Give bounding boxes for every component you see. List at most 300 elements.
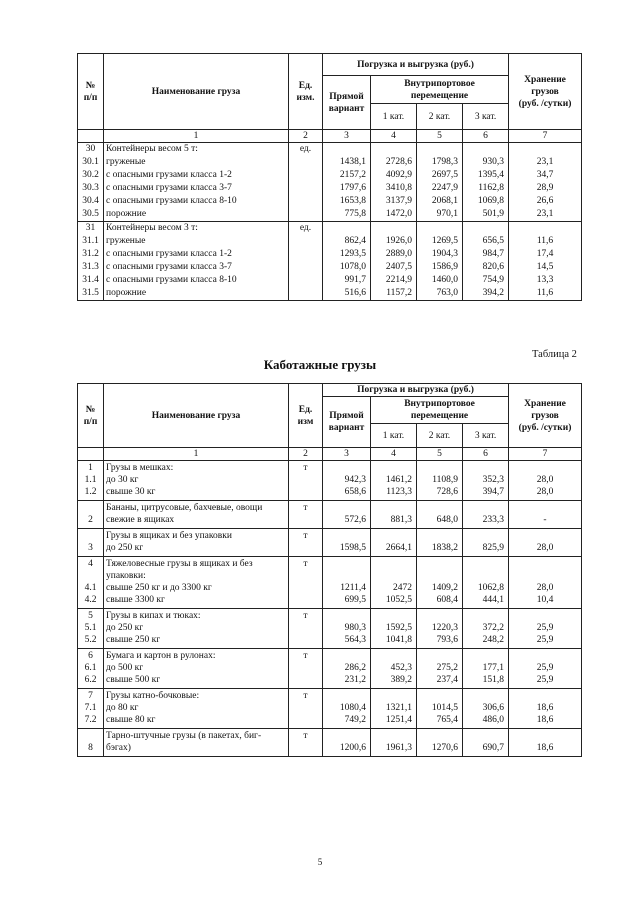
cell-line: 237,4	[436, 675, 458, 685]
cell-line: 28,0	[536, 487, 554, 497]
page-number: 5	[317, 857, 323, 867]
header-line: Ед.	[298, 80, 313, 91]
header-line: изм	[297, 416, 314, 427]
table-row	[78, 169, 582, 182]
cell-line	[373, 650, 412, 662]
cell-c1	[371, 222, 417, 236]
cell-storage: 17,4	[509, 248, 582, 261]
cell-c1: 1472,0	[371, 208, 417, 222]
cell-line: 18,6	[536, 715, 554, 725]
cell-line: 1409,2	[431, 583, 458, 593]
cell-line	[419, 610, 458, 622]
header-line: изм.	[296, 92, 315, 103]
cell-c1: 2407,5	[371, 261, 417, 274]
cell-c1	[371, 143, 417, 157]
cell-line: 1123,3	[386, 487, 412, 497]
cell-line: 28,0	[536, 543, 554, 553]
cell-line: 648,0	[436, 515, 458, 525]
header-unit	[289, 384, 323, 448]
col-index: 4	[371, 448, 417, 461]
cell-line: т	[303, 503, 308, 513]
cell-unit	[289, 501, 323, 529]
cell-line: Бананы, цитрусовые, бахчевые, овощи	[106, 503, 263, 513]
cell-c2: 1904,3	[417, 248, 463, 261]
cell-storage	[509, 609, 582, 649]
cell-c3	[463, 557, 509, 609]
table-row	[78, 208, 582, 222]
cell-line: 942,3	[344, 475, 366, 485]
cell-c2: 2697,5	[417, 169, 463, 182]
header-line: (руб. /сутки)	[518, 422, 572, 433]
cell-c2	[417, 529, 463, 557]
cell-line: 352,3	[482, 475, 505, 485]
cell-line: 572,6	[344, 515, 366, 525]
cell-line: 3	[88, 543, 93, 553]
cell-line: т	[303, 611, 308, 621]
cell-c3	[463, 729, 509, 757]
cell-c2	[417, 461, 463, 501]
cell-direct	[323, 609, 371, 649]
cell-unit	[289, 689, 323, 729]
cell-line: 25,9	[536, 635, 554, 645]
cell-line	[80, 570, 101, 582]
cell-line: 765,4	[436, 715, 458, 725]
cell-name: с опасными грузами класса 3-7	[104, 182, 289, 195]
cell-line: Грузы в кипах и тюках:	[106, 611, 201, 621]
cell-storage: 23,1	[509, 156, 582, 169]
cell-line	[325, 462, 366, 474]
col-index: 3	[323, 448, 371, 461]
cell-c3	[463, 461, 509, 501]
cell-c2: 1269,5	[417, 235, 463, 248]
cell-line	[511, 570, 579, 582]
header-no	[78, 54, 104, 130]
cell-no: 30.3	[78, 182, 104, 195]
table-row	[78, 235, 582, 248]
header-line: №	[85, 80, 96, 91]
cell-name: груженые	[104, 156, 289, 169]
cell-line	[511, 610, 579, 622]
table-number-label: Таблица 2	[532, 349, 577, 360]
cell-no: 30.5	[78, 208, 104, 222]
table-row	[78, 557, 582, 609]
header-line: №	[85, 404, 96, 415]
cell-line: 394,7	[482, 487, 505, 497]
cell-line: 7.2	[84, 715, 97, 725]
cell-line: 5	[88, 611, 93, 621]
cell-line	[373, 462, 412, 474]
header-line: Внутрипортовое	[404, 399, 475, 409]
header-line: перемещение	[410, 90, 469, 101]
cell-c1: 1926,0	[371, 235, 417, 248]
cell-no	[78, 501, 104, 529]
cell-line: 1041,8	[385, 635, 412, 645]
cell-line	[511, 730, 579, 742]
cell-c3	[463, 529, 509, 557]
header-line: п/п	[83, 416, 98, 427]
cell-line: 486,0	[482, 715, 505, 725]
cell-line	[511, 650, 579, 662]
cell-line: Грузы в ящиках и без упаковки	[106, 531, 232, 541]
cell-line: 7.1	[84, 703, 97, 713]
header-line: Хранение	[524, 398, 566, 409]
header-inner	[371, 397, 509, 424]
cell-c2: 2068,1	[417, 195, 463, 208]
cell-line	[511, 558, 579, 570]
cell-c1: 4092,9	[371, 169, 417, 182]
cell-line: 881,3	[390, 515, 412, 525]
col-index: 5	[417, 448, 463, 461]
cell-line: 658,6	[344, 487, 366, 497]
cell-line: 25,9	[536, 663, 554, 673]
cell-c3: 754,9	[463, 274, 509, 287]
cell-line: свыше 80 кг	[106, 715, 156, 725]
cell-unit: ед.	[289, 143, 323, 157]
cell-c1	[371, 557, 417, 609]
cell-storage: 11,6	[509, 287, 582, 301]
cell-c1	[371, 649, 417, 689]
cell-line: 389,2	[390, 675, 412, 685]
cell-direct: 1438,1	[323, 156, 371, 169]
cell-no	[78, 557, 104, 609]
cell-unit	[289, 182, 323, 195]
cell-no: 30.2	[78, 169, 104, 182]
cell-unit	[289, 169, 323, 182]
col-index: 3	[323, 130, 371, 143]
table-row	[78, 261, 582, 274]
cell-line: 231,2	[344, 675, 366, 685]
header-cat3: 3 кат.	[463, 104, 509, 130]
table-row	[78, 461, 582, 501]
table-row	[78, 609, 582, 649]
cell-line: 1961,3	[385, 743, 412, 753]
cell-line: 8	[88, 743, 93, 753]
cell-line	[465, 462, 504, 474]
cell-name	[104, 649, 289, 689]
cell-line: 5.2	[84, 635, 97, 645]
table-row	[78, 287, 582, 301]
cell-line: до 250 кг	[106, 543, 144, 553]
cell-name: с опасными грузами класса 1-2	[104, 169, 289, 182]
cell-line: Тяжеловесные грузы в ящиках и без	[106, 559, 253, 569]
cell-line: 728,6	[436, 487, 458, 497]
cell-line: т	[303, 731, 308, 741]
cell-line: 4.1	[84, 583, 97, 593]
cell-line	[373, 690, 412, 702]
cell-line: 699,5	[344, 595, 366, 605]
cell-name: Контейнеры весом 5 т:	[104, 143, 289, 157]
header-inner	[371, 76, 509, 104]
cell-line: 275,2	[436, 663, 458, 673]
col-index: 2	[289, 448, 323, 461]
cell-c3	[463, 143, 509, 157]
cell-name	[104, 609, 289, 649]
cell-line: 1220,3	[431, 623, 458, 633]
header-cat2: 2 кат.	[417, 424, 463, 448]
cell-line: 564,3	[344, 635, 366, 645]
cell-line: 1	[88, 463, 93, 473]
header-loading: Погрузка и выгрузка (руб.)	[323, 54, 509, 76]
header-line: вариант	[328, 103, 365, 114]
cell-line: 25,9	[536, 623, 554, 633]
cell-line	[325, 650, 366, 662]
cell-name: с опасными грузами класса 8-10	[104, 195, 289, 208]
cell-line	[325, 502, 366, 514]
cell-line	[465, 610, 504, 622]
cell-storage: 28,9	[509, 182, 582, 195]
cell-no: 30	[78, 143, 104, 157]
cell-name: груженые	[104, 235, 289, 248]
col-index: 2	[289, 130, 323, 143]
cell-line: свыше 250 кг и до 3300 кг	[106, 583, 212, 593]
cell-c2: 2247,9	[417, 182, 463, 195]
cell-c1: 2889,0	[371, 248, 417, 261]
cell-line: до 80 кг	[106, 703, 139, 713]
cell-name	[104, 461, 289, 501]
cell-line	[325, 690, 366, 702]
cell-line: т	[303, 559, 308, 569]
cell-c1: 3410,8	[371, 182, 417, 195]
cell-line: 286,2	[344, 663, 366, 673]
header-cat3: 3 кат.	[463, 424, 509, 448]
cell-no: 30.1	[78, 156, 104, 169]
cell-c1: 3137,9	[371, 195, 417, 208]
cell-no: 31.4	[78, 274, 104, 287]
cell-line: бэгах)	[106, 743, 131, 753]
cell-line	[325, 610, 366, 622]
cell-c3: 1162,8	[463, 182, 509, 195]
header-storage	[509, 384, 582, 448]
cell-c3: 1069,8	[463, 195, 509, 208]
table-row	[78, 501, 582, 529]
table-row	[78, 195, 582, 208]
cell-line: 1052,5	[385, 595, 412, 605]
header-loading: Погрузка и выгрузка (руб.)	[323, 384, 509, 397]
cell-c2: 1460,0	[417, 274, 463, 287]
cell-c1: 1157,2	[371, 287, 417, 301]
cell-c2	[417, 501, 463, 529]
cell-line: 5.1	[84, 623, 97, 633]
cell-c3	[463, 649, 509, 689]
table-row	[78, 689, 582, 729]
cell-line	[325, 730, 366, 742]
column-index-row	[78, 448, 582, 461]
cell-line	[465, 530, 504, 542]
cell-unit	[289, 274, 323, 287]
cell-line: 248,2	[482, 635, 505, 645]
cell-direct: 1078,0	[323, 261, 371, 274]
cell-no	[78, 461, 104, 501]
cell-line: 10,4	[536, 595, 554, 605]
cell-c2	[417, 557, 463, 609]
header-line: Внутрипортовое	[404, 78, 475, 89]
header-line: перемещение	[410, 411, 469, 421]
cell-line: свежие в ящиках	[106, 515, 175, 525]
cell-line: Грузы в мешках:	[106, 463, 174, 473]
col-index: 6	[463, 130, 509, 143]
header-line: (руб. /сутки)	[518, 98, 572, 109]
cell-storage	[509, 461, 582, 501]
cell-line	[373, 530, 412, 542]
table-2	[77, 383, 582, 757]
cell-unit	[289, 649, 323, 689]
header-name: Наименование груза	[104, 384, 289, 448]
table-row	[78, 182, 582, 195]
cell-unit	[289, 195, 323, 208]
cell-c1	[371, 501, 417, 529]
cell-line: 1.2	[84, 487, 97, 497]
cell-line: 1321,1	[385, 703, 412, 713]
cell-no: 31.2	[78, 248, 104, 261]
column-index-row	[78, 130, 582, 143]
cell-c3: 1395,4	[463, 169, 509, 182]
cell-no: 31	[78, 222, 104, 236]
cell-unit	[289, 208, 323, 222]
cell-line: т	[303, 531, 308, 541]
header-direct	[323, 76, 371, 130]
header-cat2: 2 кат.	[417, 104, 463, 130]
header-line: вариант	[328, 423, 365, 433]
cell-direct	[323, 222, 371, 236]
cell-direct: 1797,6	[323, 182, 371, 195]
cell-unit	[289, 729, 323, 757]
cell-unit	[289, 461, 323, 501]
cell-direct: 862,4	[323, 235, 371, 248]
cell-name: порожние	[104, 208, 289, 222]
cell-c1	[371, 689, 417, 729]
col-index	[78, 448, 104, 461]
header-no	[78, 384, 104, 448]
cell-line: свыше 3300 кг	[106, 595, 165, 605]
cell-line: 306,6	[482, 703, 505, 713]
table-1	[77, 53, 582, 301]
cell-line: 690,7	[482, 743, 505, 753]
cell-unit	[289, 261, 323, 274]
cell-storage	[509, 729, 582, 757]
cell-c2	[417, 649, 463, 689]
cell-name: Контейнеры весом 3 т:	[104, 222, 289, 236]
cell-line: 151,8	[482, 675, 505, 685]
cell-line: 452,3	[390, 663, 412, 673]
cell-line: т	[303, 691, 308, 701]
cell-c2: 1586,9	[417, 261, 463, 274]
cell-line: свыше 30 кг	[106, 487, 156, 497]
cell-line: 1461,2	[385, 475, 412, 485]
table-row	[78, 529, 582, 557]
header-storage	[509, 54, 582, 130]
cell-line: 1200,6	[339, 743, 366, 753]
col-index	[78, 130, 104, 143]
cell-line	[325, 570, 366, 582]
cell-line: 1270,6	[431, 743, 458, 753]
cell-line: т	[303, 463, 308, 473]
cell-line: до 250 кг	[106, 623, 144, 633]
cell-name: порожние	[104, 287, 289, 301]
cell-direct	[323, 557, 371, 609]
header-line: Прямой	[329, 411, 364, 421]
cell-direct	[323, 689, 371, 729]
cell-no	[78, 689, 104, 729]
cell-line: 1251,4	[385, 715, 412, 725]
cell-line: 6.1	[84, 663, 97, 673]
cell-line: 1838,2	[431, 543, 458, 553]
cell-name	[104, 529, 289, 557]
cell-c1	[371, 729, 417, 757]
cell-line: т	[303, 651, 308, 661]
cell-unit	[289, 287, 323, 301]
cell-c3: 501,9	[463, 208, 509, 222]
cell-name	[104, 729, 289, 757]
cell-name: с опасными грузами класса 8-10	[104, 274, 289, 287]
cell-line	[373, 730, 412, 742]
cell-line: 25,9	[536, 675, 554, 685]
table-row	[78, 156, 582, 169]
cell-line	[419, 502, 458, 514]
cell-storage: 13,3	[509, 274, 582, 287]
cell-line	[465, 730, 504, 742]
cell-line	[511, 530, 579, 542]
cell-direct: 1653,8	[323, 195, 371, 208]
cell-direct: 516,6	[323, 287, 371, 301]
cell-line: 2472	[393, 583, 412, 593]
cell-name	[104, 557, 289, 609]
cell-no	[78, 649, 104, 689]
cell-no: 31.3	[78, 261, 104, 274]
cell-line: 7	[88, 691, 93, 701]
cell-direct: 1293,5	[323, 248, 371, 261]
cell-line	[465, 690, 504, 702]
cell-direct	[323, 143, 371, 157]
cell-direct: 775,8	[323, 208, 371, 222]
cell-c2	[417, 143, 463, 157]
cell-c1	[371, 609, 417, 649]
cell-name: с опасными грузами класса 3-7	[104, 261, 289, 274]
table-row	[78, 248, 582, 261]
cell-line: 28,0	[536, 475, 554, 485]
cell-line: 793,6	[436, 635, 458, 645]
cell-line: Тарно-штучные грузы (в пакетах, биг-	[106, 731, 262, 741]
cell-line	[373, 570, 412, 582]
cell-line: 177,1	[482, 663, 505, 673]
cell-no	[78, 609, 104, 649]
table-row	[78, 222, 582, 236]
cell-line: 608,4	[436, 595, 458, 605]
header-unit	[289, 54, 323, 130]
header-line: Прямой	[329, 91, 364, 102]
header-direct	[323, 397, 371, 448]
cell-unit	[289, 609, 323, 649]
cell-direct	[323, 529, 371, 557]
cell-line	[419, 530, 458, 542]
cell-c1	[371, 529, 417, 557]
cell-unit: ед.	[289, 222, 323, 236]
cell-line	[325, 530, 366, 542]
cell-line: 1080,4	[339, 703, 366, 713]
cell-name	[104, 501, 289, 529]
cell-line: 18,6	[536, 743, 554, 753]
cell-name: с опасными грузами класса 1-2	[104, 248, 289, 261]
cell-line: 444,1	[482, 595, 505, 605]
table-row	[78, 143, 582, 157]
header-cat1: 1 кат.	[371, 104, 417, 130]
cell-storage	[509, 143, 582, 157]
cell-line	[80, 502, 101, 514]
cell-c3: 984,7	[463, 248, 509, 261]
cell-storage	[509, 529, 582, 557]
cell-line: 6	[88, 651, 93, 661]
cell-c2	[417, 609, 463, 649]
cell-storage: 23,1	[509, 208, 582, 222]
